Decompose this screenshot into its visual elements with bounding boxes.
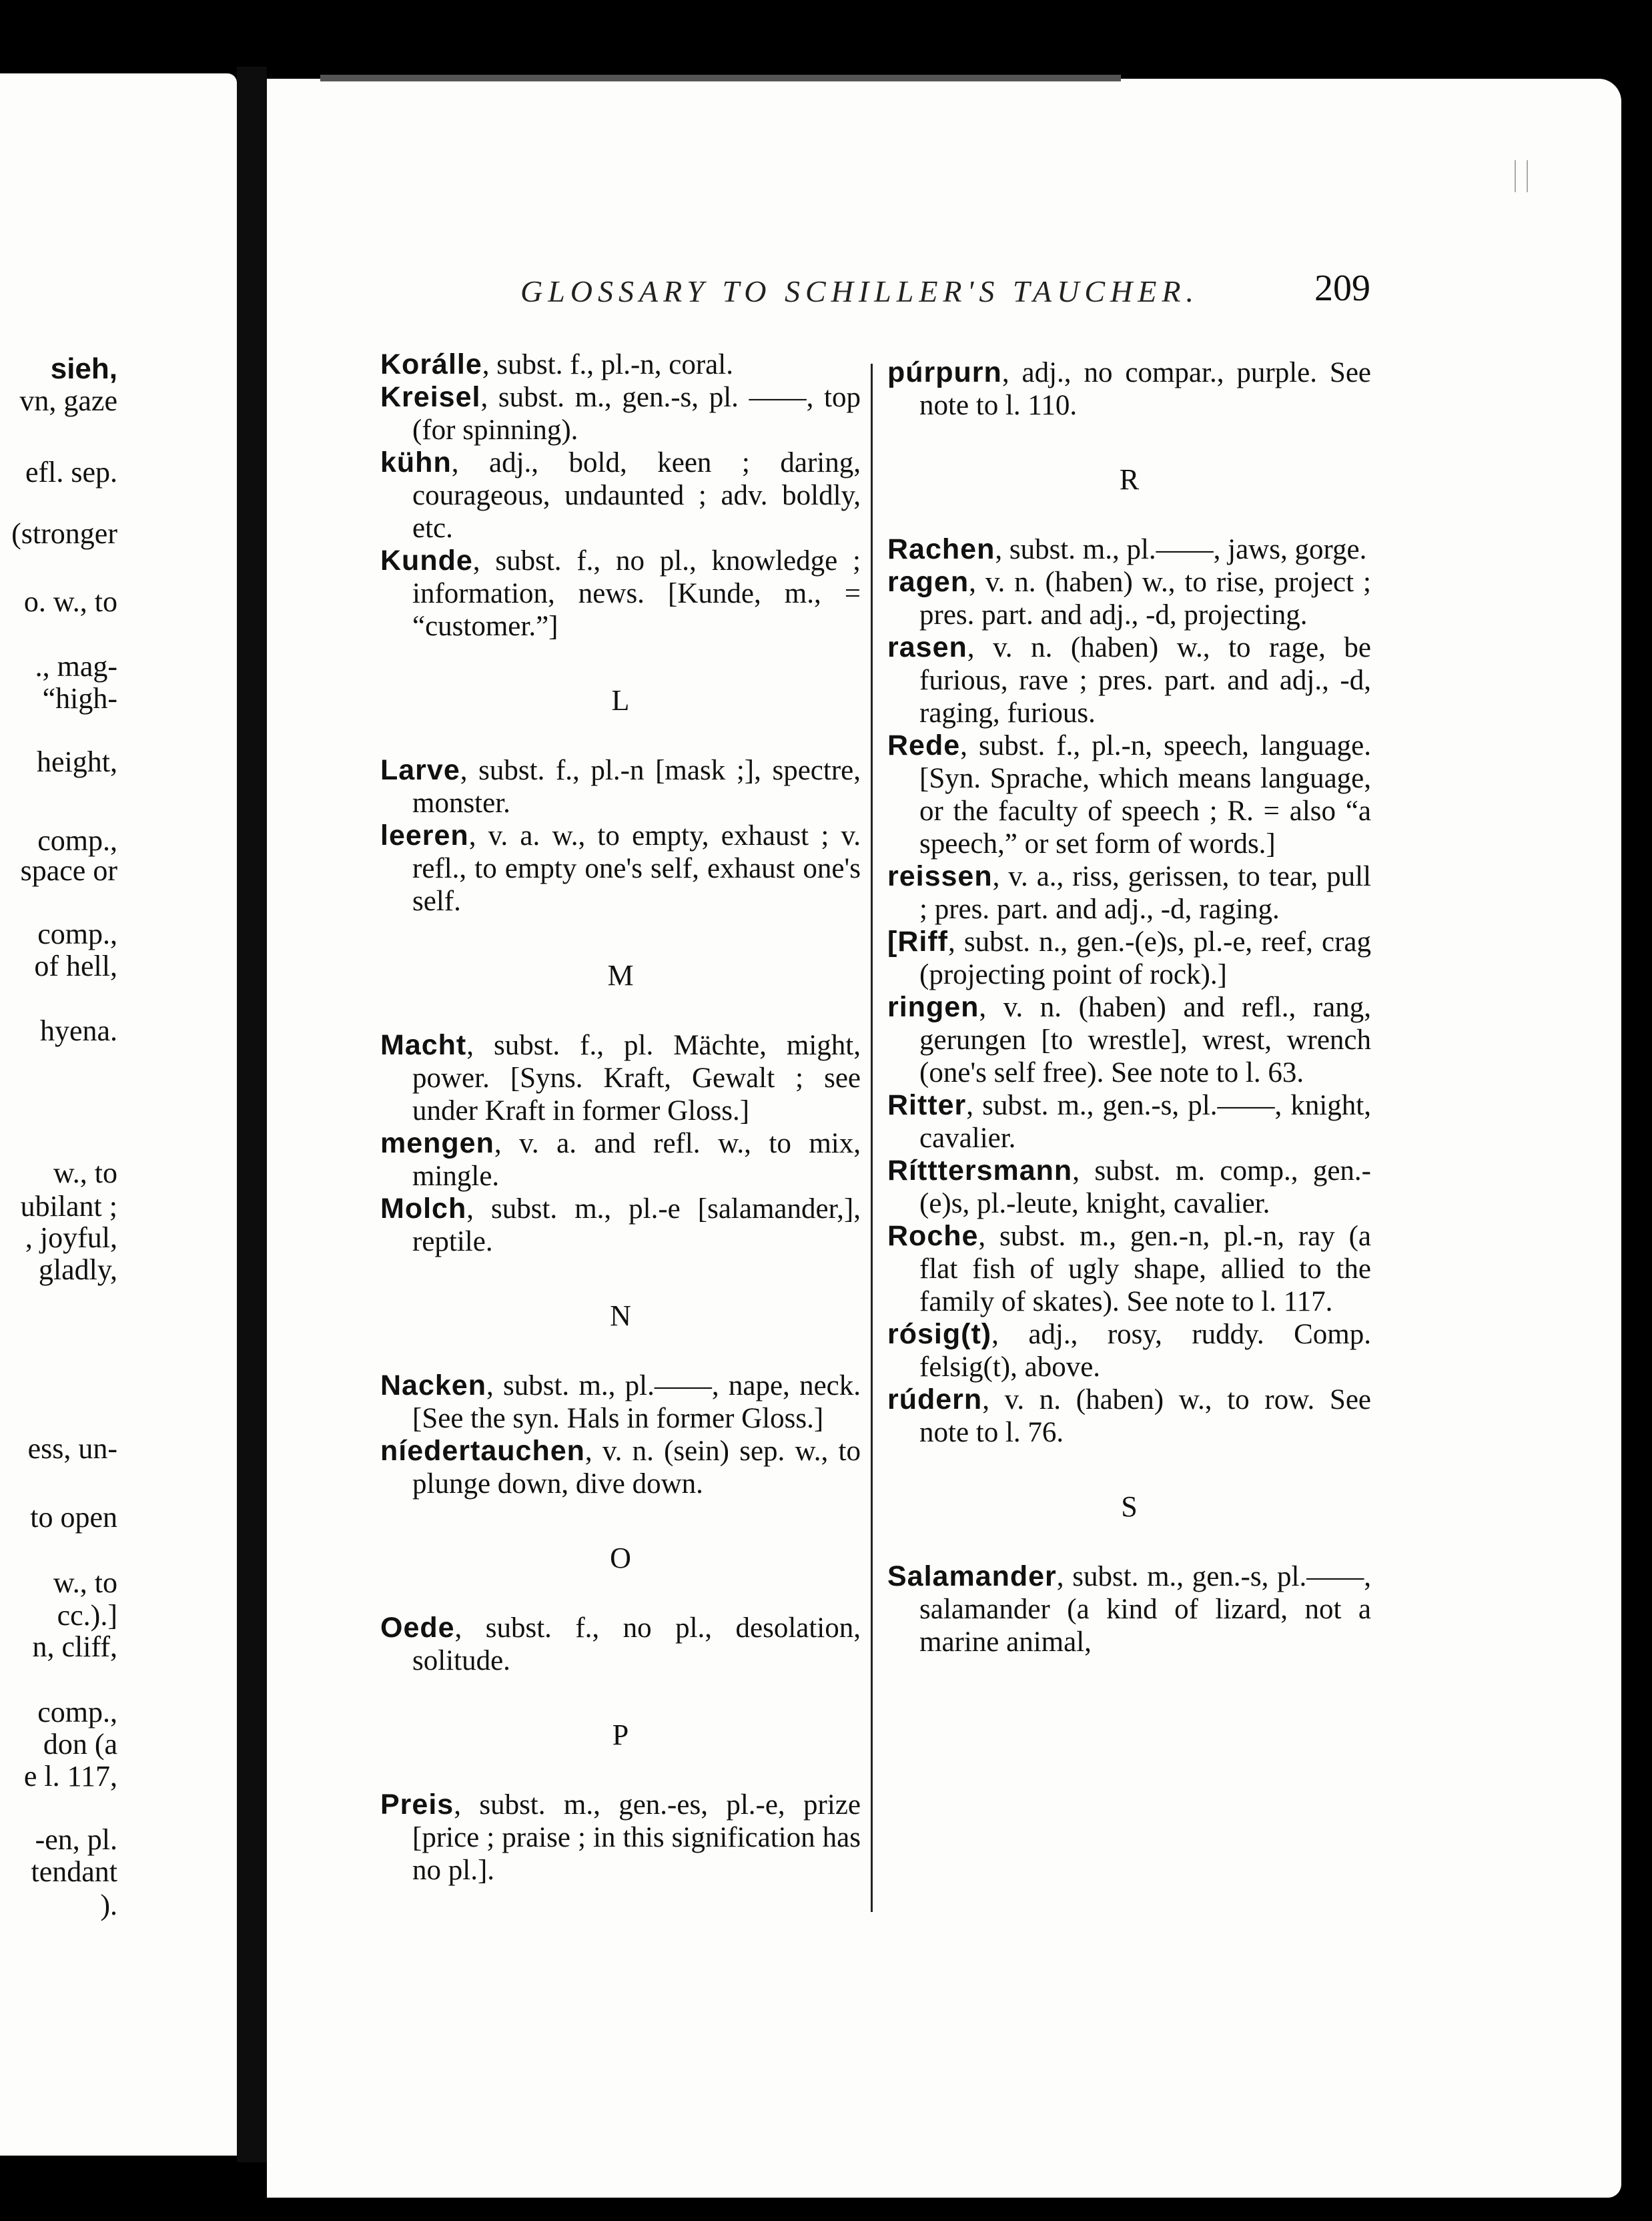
headword: Rede [887,729,961,761]
headword: Salamander [887,1560,1057,1592]
definition: , v. a., riss, gerissen, to tear, pull ; pres. part. and adj., -d, raging. [919,861,1371,925]
section-letter: O [610,1542,631,1574]
column-divider [871,364,873,1912]
headword: Molch [380,1193,467,1225]
headword: níedertauchen [380,1435,585,1467]
glossary-entry [380,820,861,918]
definition: , subst. f., pl.-n, speech, language. [Syn. Sprache, which means language, or the faculty of speech ; R. = also “a speech,” or set form of words.] [919,730,1371,860]
definition: , adj., bold, keen ; daring, courageous, undaunted ; adv. boldly, etc. [412,447,861,544]
previous-page-fragment: ). [100,1889,117,1921]
glossary-entry [887,533,1371,566]
section-letter: M [607,959,634,992]
previous-page-fragment: e l. 117, [23,1760,117,1793]
definition: , subst. f., pl. Mächte, might, power. [Syns. Kraft, Gewalt ; see under Kraft in former Gloss.] [412,1030,861,1127]
glossary-entry [887,631,1371,729]
glossary-entry [887,729,1371,860]
previous-page-fragment: ubilant ; [20,1190,117,1223]
previous-page-fragment: -en, pl. [35,1823,117,1856]
headword: Rachen [887,533,995,565]
glossary-entry [380,545,861,643]
definition: , v. a. and refl. w., to mix, mingle. [412,1128,861,1192]
definition: , v. n. (haben) and refl., rang, gerungen [to wrestle], wrest, wrench (one's self free). See note to l. 63. [919,992,1371,1088]
definition: , subst. m., pl.——, nape, neck. [See the syn. Hals in former Gloss.] [412,1370,861,1434]
headword: reissen [887,860,993,892]
definition: , subst. m., pl.——, jaws, gorge. [995,534,1367,565]
headword: rúdern [887,1383,983,1415]
previous-page-fragment: w., to [53,1566,117,1599]
previous-page-fragment: o. w., to [23,585,117,618]
glossary-entry [887,860,1371,926]
section-letter: N [610,1299,631,1332]
glossary-entry [380,1029,861,1127]
previous-page-fragment: to open [30,1501,117,1534]
page-mark [1515,160,1528,192]
definition: , adj., rosy, ruddy. Comp. felsig(t), above. [919,1319,1371,1383]
previous-page-fragment: n, cliff, [32,1630,117,1663]
headword: Rítttersmann [887,1155,1073,1187]
glossary-entry [380,348,861,381]
headword: ringen [887,991,979,1023]
headword: Macht [380,1029,467,1061]
glossary-entry [380,446,861,545]
previous-page-fragment: space or [20,854,117,887]
previous-page-fragment: “high- [42,682,117,715]
headword: Preis [380,1789,454,1821]
page-number: 209 [1314,268,1370,309]
previous-page-fragment: of hell, [34,950,117,982]
section-letter: L [611,684,630,717]
section-letter: R [1119,463,1140,496]
glossary-entry [887,566,1371,631]
previous-page-fragment: ., mag- [35,650,117,683]
headword: Korálle [380,348,482,380]
previous-page-fragment: comp., [37,918,117,950]
previous-page-fragment: comp., [37,824,117,857]
definition: , v. n. (haben) w., to rage, be furious, rave ; pres. part. and adj., -d, raging, furious. [919,632,1371,729]
headword: púrpurn [887,356,1002,388]
glossary-entry [380,754,861,820]
previous-page-fragment: , joyful, [25,1221,117,1254]
running-head: GLOSSARY TO SCHILLER'S TAUCHER. [520,274,1199,308]
previous-page-fragment: vn, gaze [19,384,117,417]
definition: , subst. m. comp., gen.-(e)s, pl.-leute, knight, cavalier. [919,1155,1371,1219]
page-gutter [237,67,267,2162]
glossary-entry [380,1127,861,1193]
previous-page-fragment: sieh, [50,352,117,385]
glossary-entry [887,1220,1371,1318]
definition: , subst. f., no pl., knowledge ; information, news. [Kunde, m., = “customer.”] [412,545,861,642]
definition: , subst. m., gen.-n, pl.-n, ray (a flat fish of ugly shape, allied to the family of skates). See note to l. 117. [919,1221,1371,1317]
previous-page-fragment: gladly, [38,1253,117,1286]
headword: rósig(t) [887,1318,992,1350]
previous-page-fragment: height, [37,745,117,778]
previous-page-fragment: don (a [43,1728,117,1761]
headword: Oede [380,1612,455,1644]
previous-page-fragment: comp., [37,1696,117,1728]
previous-page-fragment: cc.).] [57,1599,117,1632]
glossary-entry [887,1560,1371,1658]
glossary-entry [380,1369,861,1435]
glossary-entry [887,356,1371,422]
glossary-entry [887,1155,1371,1220]
glossary-entry [887,1318,1371,1383]
headword: rasen [887,631,967,663]
section-letter: P [612,1718,629,1751]
glossary-entry [380,381,861,446]
glossary-entry [380,1435,861,1500]
headword: Roche [887,1220,979,1252]
glossary-entry [887,1089,1371,1155]
headword: Ritter [887,1089,967,1121]
definition: , subst. m., pl.-e [salamander,], reptile. [412,1193,861,1257]
definition: , subst. m., gen.-es, pl.-e, prize [price ; praise ; in this signification has no pl.]. [412,1789,861,1886]
glossary-entry [380,1789,861,1887]
headword: Larve [380,754,460,786]
definition: , subst. m., gen.-s, pl.——, salamander (a kind of lizard, not a marine animal, [919,1561,1371,1658]
definition: , v. n. (sein) sep. w., to plunge down, dive down. [412,1436,861,1500]
glossary-column-right [887,356,1371,1658]
definition: , subst. f., no pl., desolation, solitude. [412,1612,861,1676]
headword: Kunde [380,545,473,577]
definition: , subst. m., gen.-s, pl.——, knight, cavalier. [919,1090,1371,1154]
glossary-entry [887,991,1371,1089]
previous-page-fragment: tendant [31,1855,117,1888]
headword: Kreisel [380,381,481,413]
glossary-column-left [380,348,861,1887]
headword: Nacken [380,1369,486,1401]
top-edge-rule [320,75,1121,81]
headword: leeren [380,820,469,852]
previous-page-fragment: ess, un- [27,1432,117,1465]
headword: mengen [380,1127,494,1159]
definition: , subst. m., gen.-s, pl. ——, top (for spinning). [412,382,861,446]
previous-page-fragment: efl. sep. [25,456,117,489]
glossary-entry [380,1193,861,1258]
previous-page-fragment: w., to [53,1157,117,1189]
definition: , subst. f., pl.-n [mask ;], spectre, monster. [412,755,861,819]
previous-page-fragment: hyena. [39,1014,117,1047]
definition: , subst. f., pl.-n, coral. [482,349,733,380]
section-letter: S [1121,1490,1138,1523]
definition: , subst. n., gen.-(e)s, pl.-e, reef, crag (projecting point of rock).] [919,926,1371,990]
headword: [Riff [887,926,948,958]
previous-page-fragment: (stronger [11,517,117,550]
glossary-entry [887,1383,1371,1449]
definition: , v. n. (haben) w., to rise, project ; pres. part. and adj., -d, projecting. [919,567,1371,631]
glossary-entry [380,1612,861,1677]
headword: ragen [887,566,969,598]
headword: kühn [380,446,452,479]
definition: , v. a. w., to empty, exhaust ; v. refl., to empty one's self, exhaust one's self. [412,820,861,917]
glossary-entry [887,926,1371,991]
definition: , adj., no compar., purple. See note to l. 110. [919,357,1371,421]
definition: , v. n. (haben) w., to row. See note to l. 76. [919,1384,1371,1448]
